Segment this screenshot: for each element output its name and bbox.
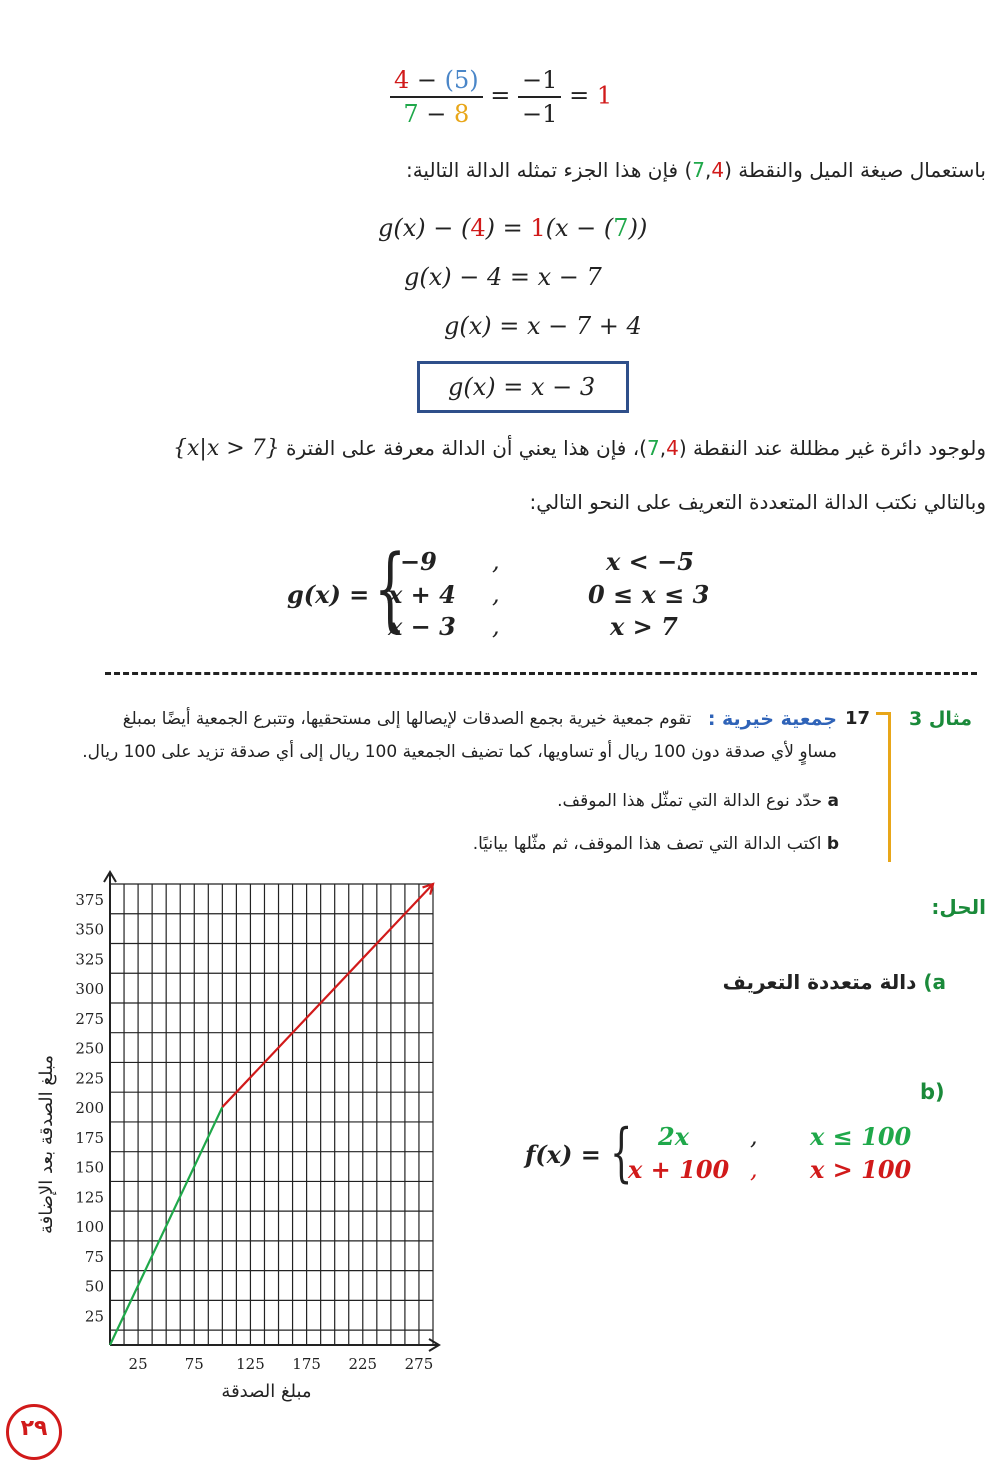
text2-p1: 7 bbox=[646, 436, 660, 460]
y-tick-label: 300 bbox=[75, 980, 104, 999]
eq-step-2: g(x) − 4 = x − 7 bbox=[404, 263, 602, 291]
eq-step-1 bbox=[378, 214, 647, 242]
example-label: مثال 3 bbox=[909, 708, 972, 730]
y-tick-label: 125 bbox=[75, 1188, 104, 1207]
page-number: ٢٩ bbox=[20, 1416, 48, 1441]
slope-result: 1 bbox=[596, 81, 613, 110]
slope-expression bbox=[390, 66, 612, 128]
qb-text: اكتب الدالة التي تصف هذا الموقف، ثم مثّلها بيانيًا. bbox=[472, 834, 822, 854]
y-tick-label: 50 bbox=[84, 1277, 104, 1296]
example-body-1: تقوم جمعية خيرية بجمع الصدقات لإيصالها إلى مستحقيها، وتتبرع الجمعية أيضًا بمبلغ bbox=[122, 709, 692, 729]
text1-comma: , bbox=[705, 158, 712, 182]
piecewise-f-expr-1: 2x bbox=[658, 1122, 690, 1151]
eq1-d: 1 bbox=[530, 214, 546, 242]
y-tick-label: 325 bbox=[75, 950, 104, 969]
piecewise-g-expr-3: x − 3 bbox=[388, 612, 456, 641]
piecewise-g-lhs: g(x) = bbox=[287, 580, 370, 609]
slope-frac2-den: −1 bbox=[522, 100, 558, 128]
piecewise-f-lhs: f(x) = bbox=[525, 1140, 601, 1169]
qa-letter: a bbox=[827, 791, 839, 811]
solution-a-letter: a) bbox=[923, 970, 946, 994]
piecewise-g-sep-3: , bbox=[492, 612, 500, 640]
slope-frac2-num: −1 bbox=[518, 66, 561, 98]
piecewise-f-sep-1: , bbox=[750, 1122, 758, 1150]
text1-p2: 4 bbox=[711, 158, 725, 182]
text2-pre: ولوجود دائرة غير مظللة عند النقطة ( bbox=[678, 436, 986, 460]
eq-step-4: g(x) = x − 3 bbox=[448, 373, 596, 401]
y-tick-label: 175 bbox=[75, 1128, 104, 1147]
slope-num-b: (5) bbox=[444, 66, 479, 94]
x-axis-label: مبلغ الصدقة bbox=[221, 1381, 312, 1402]
solution-b-letter: b) bbox=[920, 1080, 945, 1104]
slope-equals-2: = bbox=[569, 81, 590, 110]
solution-a-text: دالة متعددة التعريف bbox=[722, 970, 917, 994]
slope-den-op: − bbox=[418, 100, 455, 128]
y-tick-label: 75 bbox=[84, 1247, 104, 1266]
text-open-circle bbox=[173, 436, 986, 461]
page-number-circle bbox=[6, 1404, 62, 1460]
piecewise-g-sep-2: , bbox=[492, 580, 500, 608]
example-question-b bbox=[473, 834, 839, 854]
slope-equals-1: = bbox=[490, 81, 511, 110]
x-tick-label: 225 bbox=[348, 1355, 378, 1373]
eq-step-3: g(x) = x − 7 + 4 bbox=[444, 312, 642, 340]
eq1-b: 4 bbox=[470, 214, 486, 242]
series-line-2 bbox=[222, 884, 433, 1107]
y-tick-label: 375 bbox=[75, 890, 104, 909]
x-tick-label: 25 bbox=[128, 1355, 148, 1373]
example-question-a bbox=[557, 791, 839, 811]
text-piecewise-intro: وبالتالي نكتب الدالة المتعددة التعريف على النحو التالي: bbox=[529, 490, 986, 514]
slope-fraction-1 bbox=[390, 66, 483, 128]
y-axis-label: مبلغ الصدقة بعد الإضافة bbox=[36, 1054, 57, 1235]
slope-den-a: 7 bbox=[403, 100, 419, 128]
eq1-c: ) = bbox=[485, 214, 531, 242]
piecewise-f-expr-2: x + 100 bbox=[628, 1155, 730, 1184]
text1-p1: 7 bbox=[692, 158, 705, 182]
slope-num-op: − bbox=[409, 66, 445, 94]
text2-comma: , bbox=[659, 436, 667, 460]
piecewise-g-brace: { bbox=[374, 535, 407, 642]
y-tick-label: 200 bbox=[75, 1099, 104, 1118]
y-tick-label: 225 bbox=[75, 1069, 104, 1088]
donation-chart bbox=[0, 870, 460, 1415]
text2-p2: 4 bbox=[666, 436, 679, 460]
y-tick-label: 25 bbox=[84, 1307, 104, 1326]
section-divider bbox=[105, 672, 977, 675]
piecewise-g-expr-1: −9 bbox=[400, 547, 437, 576]
x-tick-label: 275 bbox=[404, 1355, 434, 1373]
piecewise-g-expr-2: x + 4 bbox=[388, 580, 456, 609]
slope-den-b: 8 bbox=[454, 100, 470, 128]
text1-pre: باستعمال صيغة الميل والنقطة ( bbox=[724, 158, 986, 182]
piecewise-g-sep-1: , bbox=[492, 547, 500, 575]
piecewise-g-cond-2: 0 ≤ x ≤ 3 bbox=[588, 580, 710, 609]
eq1-a: g(x) − ( bbox=[378, 214, 471, 242]
y-tick-label: 275 bbox=[75, 1009, 104, 1028]
y-tick-label: 250 bbox=[75, 1039, 104, 1058]
y-tick-label: 350 bbox=[75, 920, 104, 939]
text1-post: ) فإن هذا الجزء تمثله الدالة التالية: bbox=[405, 158, 693, 182]
text-point-slope bbox=[406, 158, 986, 182]
piecewise-g-cond-1: x < −5 bbox=[606, 547, 694, 576]
qb-letter: b bbox=[826, 834, 839, 854]
text2-interval: {x|x > 7} bbox=[173, 436, 280, 461]
piecewise-g-cond-3: x > 7 bbox=[610, 612, 678, 641]
solution-title: الحل: bbox=[931, 895, 986, 919]
eq1-g: )) bbox=[628, 214, 648, 242]
solution-a bbox=[723, 970, 946, 994]
text2-post: )، فإن هذا يعني أن الدالة معرفة على الفترة bbox=[286, 436, 647, 460]
y-tick-label: 100 bbox=[75, 1218, 104, 1237]
example-number: 17 bbox=[845, 708, 871, 729]
example-topic: جمعية خيرية : bbox=[707, 708, 837, 730]
example-bracket-tick bbox=[876, 712, 891, 715]
eq1-f: 7 bbox=[613, 214, 629, 242]
qa-text: حدّد نوع الدالة التي تمثّل هذا الموقف. bbox=[557, 791, 823, 811]
x-tick-label: 75 bbox=[184, 1355, 204, 1373]
piecewise-f-cond-2: x > 100 bbox=[810, 1155, 912, 1184]
x-tick-label: 125 bbox=[236, 1355, 265, 1373]
slope-num-a: 4 bbox=[394, 66, 410, 94]
piecewise-f-sep-2: , bbox=[750, 1155, 758, 1183]
example-body-2: مساوٍ لأي صدقة دون 100 ريال أو تساويها، كما تضيف الجمعية 100 ريال إلى أي صدقة تزيد على 100 ريال. bbox=[82, 742, 837, 762]
x-tick-label: 175 bbox=[292, 1355, 321, 1373]
eq1-e: (x − ( bbox=[545, 214, 614, 242]
piecewise-f-brace: { bbox=[610, 1116, 633, 1190]
slope-fraction-2 bbox=[518, 66, 561, 128]
boxed-result bbox=[417, 361, 629, 413]
piecewise-f-cond-1: x ≤ 100 bbox=[810, 1122, 912, 1151]
example-bracket bbox=[888, 712, 897, 862]
y-tick-label: 150 bbox=[75, 1158, 104, 1177]
